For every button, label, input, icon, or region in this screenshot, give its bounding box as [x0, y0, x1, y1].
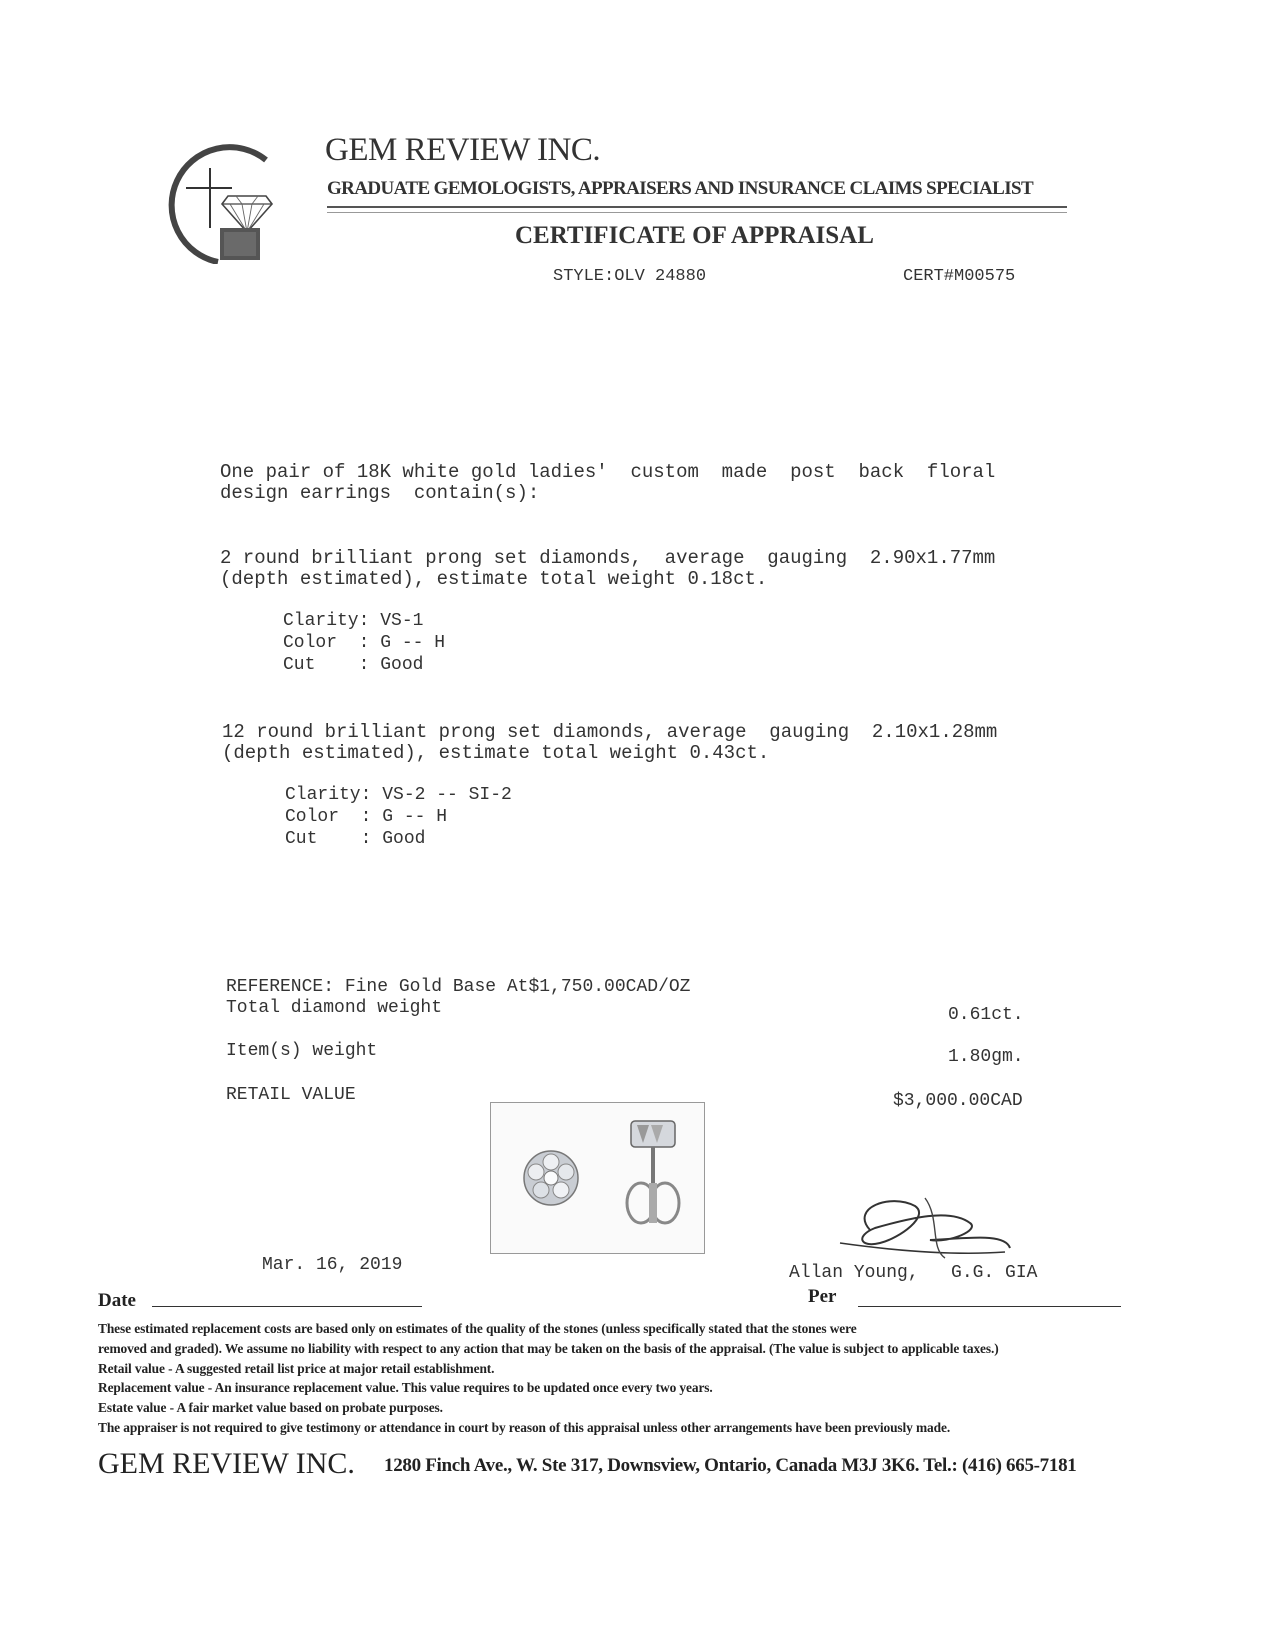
company-logo — [158, 136, 278, 264]
stone-group-1-color: Color : G -- H — [283, 633, 446, 653]
stone-group-1-clarity: Clarity: VS-1 — [283, 611, 424, 631]
footer-company-name: GEM REVIEW INC. — [98, 1447, 355, 1480]
retail-value-label: RETAIL VALUE — [226, 1085, 356, 1105]
header-divider — [327, 206, 1067, 213]
stone-group-2-clarity: Clarity: VS-2 -- SI-2 — [285, 785, 512, 805]
description-line-1: One pair of 18K white gold ladies' custom made post back floral — [220, 461, 996, 483]
earrings-photo — [490, 1102, 705, 1254]
total-diamond-weight-value: 0.61ct. — [948, 1005, 1024, 1025]
stone-group-2-line-1: 12 round brilliant prong set diamonds, average gauging 2.10x1.28mm — [222, 721, 998, 743]
per-label: Per — [808, 1286, 837, 1307]
disclaimer-line-4: Replacement value - An insurance replacement value. This value requires to be updated once every two years. — [98, 1380, 713, 1395]
disclaimer-line-5: Estate value - A fair market value based on probate purposes. — [98, 1400, 443, 1415]
cert-number: CERT#M00575 — [903, 267, 1016, 286]
description-line-2: design earrings contain(s): — [220, 482, 540, 504]
footer-address: 1280 Finch Ave., W. Ste 317, Downsview, Ontario, Canada M3J 3K6. Tel.: (416) 665-7181 — [384, 1455, 1077, 1476]
stone-group-2-cut: Cut : Good — [285, 829, 426, 849]
appraiser-name: Allan Young, G.G. GIA — [789, 1263, 1038, 1283]
item-weight-label: Item(s) weight — [226, 1041, 378, 1061]
signature-mark — [830, 1188, 1020, 1273]
company-name: GEM REVIEW INC. — [325, 132, 601, 168]
stone-group-1-line-2: (depth estimated), estimate total weight 0.18ct. — [220, 568, 768, 590]
stone-group-2-line-2: (depth estimated), estimate total weight 0.43ct. — [222, 742, 770, 764]
reference-line: REFERENCE: Fine Gold Base At$1,750.00CAD/OZ — [226, 977, 691, 997]
company-tagline: GRADUATE GEMOLOGISTS, APPRAISERS AND INSURANCE CLAIMS SPECIALIST — [327, 178, 1034, 199]
disclaimer-line-6: The appraiser is not required to give testimony or attendance in court by reason of this appraisal unless other arrangements have been previously made. — [98, 1420, 951, 1435]
signature-line — [858, 1306, 1121, 1307]
stone-group-2-color: Color : G -- H — [285, 807, 448, 827]
appraisal-date: Mar. 16, 2019 — [262, 1255, 403, 1275]
style-number: STYLE:OLV 24880 — [553, 267, 707, 286]
retail-value-value: $3,000.00CAD — [893, 1091, 1023, 1111]
item-weight-value: 1.80gm. — [948, 1047, 1024, 1067]
date-label: Date — [98, 1290, 136, 1311]
disclaimer-line-2: removed and graded). We assume no liability with respect to any action that may be taken on the basis of the appraisal. (The value is subject to applicable taxes.) — [98, 1341, 999, 1356]
total-diamond-weight-label: Total diamond weight — [226, 998, 443, 1018]
stone-group-1-line-1: 2 round brilliant prong set diamonds, average gauging 2.90x1.77mm — [220, 547, 996, 569]
certificate-title: CERTIFICATE OF APPRAISAL — [515, 222, 874, 249]
disclaimer-line-1: These estimated replacement costs are based only on estimates of the quality of the stones (unless specifically stated that the stones were — [98, 1321, 857, 1336]
stone-group-1-cut: Cut : Good — [283, 655, 424, 675]
disclaimer-line-3: Retail value - A suggested retail list price at major retail establishment. — [98, 1361, 495, 1376]
date-line — [152, 1306, 422, 1307]
